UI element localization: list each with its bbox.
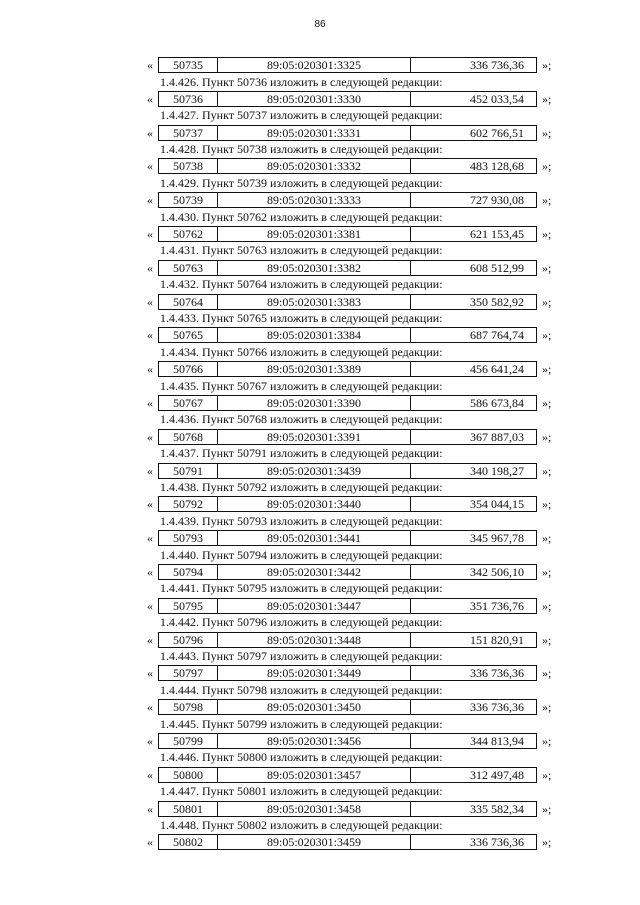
table-row	[0, 665, 640, 682]
cadastral-number-cell: 89:05:020301:3384	[218, 328, 411, 342]
close-quote: »;	[542, 666, 552, 681]
cadastral-number-cell: 89:05:020301:3325	[218, 58, 411, 72]
item-number-cell: 50801	[159, 802, 218, 816]
amendment-line: 1.4.431. Пункт 50763 изложить в следующей редакции:	[160, 243, 443, 258]
close-quote: »;	[542, 159, 552, 174]
table-row	[0, 361, 640, 378]
cadastral-number-cell: 89:05:020301:3447	[218, 599, 411, 613]
table-row	[0, 598, 640, 615]
table-cells	[158, 496, 537, 512]
amendment-line: 1.4.436. Пункт 50768 изложить в следующей редакции:	[160, 412, 443, 427]
table-cells	[158, 598, 537, 614]
open-quote: «	[147, 395, 153, 410]
value-cell: 483 128,68	[470, 159, 524, 174]
table-row	[0, 294, 640, 311]
open-quote: «	[147, 362, 153, 377]
amendment-line: 1.4.438. Пункт 50792 изложить в следующей редакции:	[160, 480, 443, 495]
table-cells	[158, 463, 537, 479]
cadastral-number-cell: 89:05:020301:3390	[218, 396, 411, 410]
table-row	[0, 57, 640, 74]
open-quote: «	[147, 226, 153, 241]
amendment-line: 1.4.432. Пункт 50764 изложить в следующей редакции:	[160, 277, 443, 292]
item-number-cell: 50802	[159, 835, 218, 849]
open-quote: «	[147, 497, 153, 512]
item-number-cell: 50796	[159, 633, 218, 647]
close-quote: »;	[542, 328, 552, 343]
open-quote: «	[147, 429, 153, 444]
open-quote: «	[147, 531, 153, 546]
value-cell: 367 887,03	[470, 429, 524, 444]
table-row	[0, 767, 640, 784]
open-quote: «	[147, 294, 153, 309]
amendment-line: 1.4.440. Пункт 50794 изложить в следующей редакции:	[160, 547, 443, 562]
close-quote: »;	[542, 564, 552, 579]
table-row	[0, 801, 640, 818]
item-number-cell: 50735	[159, 58, 218, 72]
item-number-cell: 50795	[159, 599, 218, 613]
amendment-line: 1.4.427. Пункт 50737 изложить в следующей редакции:	[160, 108, 443, 123]
cadastral-number-cell: 89:05:020301:3448	[218, 633, 411, 647]
item-number-cell: 50792	[159, 497, 218, 511]
item-number-cell: 50736	[159, 92, 218, 106]
table-cells	[158, 530, 537, 546]
value-cell: 340 198,27	[470, 463, 524, 478]
close-quote: »;	[542, 294, 552, 309]
table-row	[0, 834, 640, 851]
table-cells	[158, 834, 537, 850]
table-cells	[158, 564, 537, 580]
open-quote: «	[147, 125, 153, 140]
value-cell: 336 736,36	[470, 700, 524, 715]
value-cell: 151 820,91	[470, 632, 524, 647]
table-cells	[158, 226, 537, 242]
cadastral-number-cell: 89:05:020301:3441	[218, 531, 411, 545]
close-quote: »;	[542, 125, 552, 140]
open-quote: «	[147, 700, 153, 715]
amendment-line: 1.4.437. Пункт 50791 изложить в следующей редакции:	[160, 446, 443, 461]
page-number: 86	[314, 19, 326, 30]
cadastral-number-cell: 89:05:020301:3382	[218, 261, 411, 275]
item-number-cell: 50766	[159, 362, 218, 376]
cadastral-number-cell: 89:05:020301:3333	[218, 193, 411, 207]
table-cells	[158, 294, 537, 310]
amendment-line: 1.4.441. Пункт 50795 изложить в следующей редакции:	[160, 581, 443, 596]
value-cell: 335 582,34	[470, 801, 524, 816]
item-number-cell: 50800	[159, 768, 218, 782]
value-cell: 687 764,74	[470, 328, 524, 343]
item-number-cell: 50767	[159, 396, 218, 410]
table-row	[0, 395, 640, 412]
value-cell: 351 736,76	[470, 598, 524, 613]
table-row	[0, 192, 640, 209]
value-cell: 602 766,51	[470, 125, 524, 140]
table-cells	[158, 767, 537, 783]
close-quote: »;	[542, 531, 552, 546]
item-number-cell: 50762	[159, 227, 218, 241]
table-cells	[158, 801, 537, 817]
table-row	[0, 429, 640, 446]
amendment-line: 1.4.444. Пункт 50798 изложить в следующей редакции:	[160, 682, 443, 697]
table-row	[0, 632, 640, 649]
close-quote: »;	[542, 767, 552, 782]
table-cells	[158, 665, 537, 681]
close-quote: »;	[542, 429, 552, 444]
table-cells	[158, 260, 537, 276]
item-number-cell: 50793	[159, 531, 218, 545]
close-quote: »;	[542, 58, 552, 72]
table-row	[0, 226, 640, 243]
close-quote: »;	[542, 463, 552, 478]
value-cell: 586 673,84	[470, 395, 524, 410]
amendment-line: 1.4.435. Пункт 50767 изложить в следующей редакции:	[160, 378, 443, 393]
close-quote: »;	[542, 395, 552, 410]
cadastral-number-cell: 89:05:020301:3331	[218, 126, 411, 140]
amendment-line: 1.4.429. Пункт 50739 изложить в следующей редакции:	[160, 175, 443, 190]
item-number-cell: 50768	[159, 430, 218, 444]
table-cells	[158, 361, 537, 377]
amendment-line: 1.4.446. Пункт 50800 изложить в следующей редакции:	[160, 750, 443, 765]
item-number-cell: 50737	[159, 126, 218, 140]
table-cells	[158, 429, 537, 445]
close-quote: »;	[542, 733, 552, 748]
table-row	[0, 327, 640, 344]
open-quote: «	[147, 733, 153, 748]
close-quote: »;	[542, 801, 552, 816]
value-cell: 342 506,10	[470, 564, 524, 579]
amendment-line: 1.4.430. Пункт 50762 изложить в следующей редакции:	[160, 209, 443, 224]
table-row	[0, 496, 640, 513]
close-quote: »;	[542, 598, 552, 613]
cadastral-number-cell: 89:05:020301:3332	[218, 159, 411, 173]
item-number-cell: 50798	[159, 700, 218, 714]
item-number-cell: 50763	[159, 261, 218, 275]
amendment-line: 1.4.434. Пункт 50766 изложить в следующей редакции:	[160, 344, 443, 359]
value-cell: 727 930,08	[470, 193, 524, 208]
table-row	[0, 125, 640, 142]
table-cells	[158, 699, 537, 715]
amendment-line: 1.4.426. Пункт 50736 изложить в следующей редакции:	[160, 74, 443, 89]
value-cell: 350 582,92	[470, 294, 524, 309]
value-cell: 336 736,36	[470, 58, 524, 72]
open-quote: «	[147, 463, 153, 478]
value-cell: 608 512,99	[470, 260, 524, 275]
value-cell: 344 813,94	[470, 733, 524, 748]
table-cells	[158, 327, 537, 343]
item-number-cell: 50794	[159, 565, 218, 579]
table-row	[0, 158, 640, 175]
open-quote: «	[147, 632, 153, 647]
cadastral-number-cell: 89:05:020301:3458	[218, 802, 411, 816]
close-quote: »;	[542, 91, 552, 106]
open-quote: «	[147, 564, 153, 579]
amendment-line: 1.4.433. Пункт 50765 изложить в следующей редакции:	[160, 311, 443, 326]
table-row	[0, 699, 640, 716]
amendment-line: 1.4.442. Пункт 50796 изложить в следующей редакции:	[160, 615, 443, 630]
cadastral-number-cell: 89:05:020301:3391	[218, 430, 411, 444]
close-quote: »;	[542, 193, 552, 208]
table-row	[0, 733, 640, 750]
table-cells	[158, 91, 537, 107]
open-quote: «	[147, 767, 153, 782]
table-cells	[158, 158, 537, 174]
item-number-cell: 50797	[159, 666, 218, 680]
cadastral-number-cell: 89:05:020301:3330	[218, 92, 411, 106]
value-cell: 354 044,15	[470, 497, 524, 512]
open-quote: «	[147, 328, 153, 343]
close-quote: »;	[542, 362, 552, 377]
item-number-cell: 50799	[159, 734, 218, 748]
table-row	[0, 564, 640, 581]
table-cells	[158, 395, 537, 411]
table-row	[0, 463, 640, 480]
open-quote: «	[147, 835, 153, 850]
value-cell: 336 736,36	[470, 835, 524, 850]
document-body	[0, 57, 640, 851]
cadastral-number-cell: 89:05:020301:3457	[218, 768, 411, 782]
open-quote: «	[147, 801, 153, 816]
cadastral-number-cell: 89:05:020301:3381	[218, 227, 411, 241]
close-quote: »;	[542, 835, 552, 850]
amendment-line: 1.4.443. Пункт 50797 изложить в следующей редакции:	[160, 649, 443, 664]
item-number-cell: 50791	[159, 464, 218, 478]
amendment-line: 1.4.439. Пункт 50793 изложить в следующей редакции:	[160, 513, 443, 528]
amendment-line: 1.4.448. Пункт 50802 изложить в следующей редакции:	[160, 818, 443, 833]
cadastral-number-cell: 89:05:020301:3389	[218, 362, 411, 376]
item-number-cell: 50764	[159, 295, 218, 309]
cadastral-number-cell: 89:05:020301:3439	[218, 464, 411, 478]
close-quote: »;	[542, 497, 552, 512]
cadastral-number-cell: 89:05:020301:3449	[218, 666, 411, 680]
table-row	[0, 260, 640, 277]
table-row	[0, 91, 640, 108]
value-cell: 452 033,54	[470, 91, 524, 106]
table-cells	[158, 733, 537, 749]
item-number-cell: 50738	[159, 159, 218, 173]
open-quote: «	[147, 159, 153, 174]
amendment-line: 1.4.447. Пункт 50801 изложить в следующей редакции:	[160, 784, 443, 799]
table-cells	[158, 632, 537, 648]
open-quote: «	[147, 91, 153, 106]
amendment-line: 1.4.428. Пункт 50738 изложить в следующей редакции:	[160, 142, 443, 157]
value-cell: 456 641,24	[470, 362, 524, 377]
close-quote: »;	[542, 700, 552, 715]
open-quote: «	[147, 598, 153, 613]
close-quote: »;	[542, 632, 552, 647]
close-quote: »;	[542, 226, 552, 241]
item-number-cell: 50739	[159, 193, 218, 207]
open-quote: «	[147, 666, 153, 681]
table-cells	[158, 192, 537, 208]
table-cells	[158, 125, 537, 141]
open-quote: «	[147, 58, 153, 72]
cadastral-number-cell: 89:05:020301:3450	[218, 700, 411, 714]
open-quote: «	[147, 260, 153, 275]
value-cell: 312 497,48	[470, 767, 524, 782]
amendment-line: 1.4.445. Пункт 50799 изложить в следующей редакции:	[160, 716, 443, 731]
cadastral-number-cell: 89:05:020301:3459	[218, 835, 411, 849]
value-cell: 345 967,78	[470, 531, 524, 546]
item-number-cell: 50765	[159, 328, 218, 342]
cadastral-number-cell: 89:05:020301:3440	[218, 497, 411, 511]
cadastral-number-cell: 89:05:020301:3442	[218, 565, 411, 579]
open-quote: «	[147, 193, 153, 208]
cadastral-number-cell: 89:05:020301:3456	[218, 734, 411, 748]
table-row	[0, 530, 640, 547]
close-quote: »;	[542, 260, 552, 275]
value-cell: 621 153,45	[470, 226, 524, 241]
value-cell: 336 736,36	[470, 666, 524, 681]
table-cells	[158, 57, 537, 73]
cadastral-number-cell: 89:05:020301:3383	[218, 295, 411, 309]
